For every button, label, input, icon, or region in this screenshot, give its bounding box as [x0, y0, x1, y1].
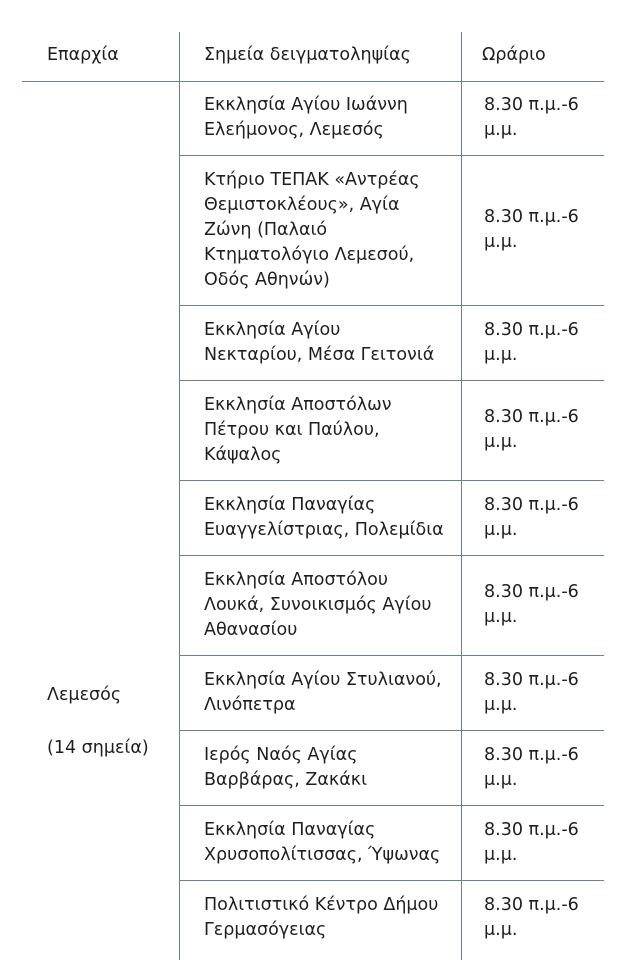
table-row — [180, 806, 604, 881]
opening-hours — [484, 93, 599, 143]
opening-hours — [484, 405, 599, 455]
sampling-location — [204, 393, 464, 468]
location-line: Εκκλησία Αγίου — [204, 320, 341, 340]
location-line: Αθανασίου — [204, 620, 298, 640]
location-line: Ιερός Ναός Αγίας — [204, 745, 358, 765]
table-row — [180, 881, 604, 955]
hours-line: 8.30 π.μ.-6 — [484, 407, 579, 427]
hours-line: μ.μ. — [484, 607, 518, 627]
table-row — [180, 156, 604, 306]
hours-line: μ.μ. — [484, 770, 518, 790]
location-line: Γερμασόγειας — [204, 920, 327, 940]
hours-line: μ.μ. — [484, 432, 518, 452]
location-line: Λουκά, Συνοικισμός Αγίου — [204, 595, 432, 615]
location-line: Κάψαλος — [204, 445, 282, 465]
sampling-location — [204, 743, 464, 793]
location-line: Βαρβάρας, Ζακάκι — [204, 770, 368, 790]
location-line: Χρυσοπολίτισσας, Ύψωνας — [204, 845, 441, 865]
table-row — [180, 731, 604, 806]
opening-hours — [484, 580, 599, 630]
table-row — [180, 656, 604, 731]
sampling-location — [204, 893, 464, 943]
location-line: Εκκλησία Αποστόλων — [204, 395, 392, 415]
table-row — [180, 81, 604, 156]
hours-line: 8.30 π.μ.-6 — [484, 495, 579, 515]
region-cell — [22, 81, 179, 960]
location-line: Ζώνη (Παλαιό — [204, 220, 328, 240]
region-name: Λεμεσός — [47, 685, 122, 705]
location-line: Εκκλησία Αγίου Ιωάννη — [204, 95, 408, 115]
hours-line: μ.μ. — [484, 120, 518, 140]
opening-hours — [484, 205, 599, 255]
opening-hours — [484, 318, 599, 368]
table-row — [180, 381, 604, 481]
location-line: Κτηματολόγιο Λεμεσού, — [204, 245, 415, 265]
sampling-location — [204, 93, 464, 143]
table-row — [180, 481, 604, 556]
hours-line: 8.30 π.μ.-6 — [484, 895, 579, 915]
hours-line: 8.30 π.μ.-6 — [484, 670, 579, 690]
hours-line: 8.30 π.μ.-6 — [484, 207, 579, 227]
hours-line: μ.μ. — [484, 920, 518, 940]
opening-hours — [484, 743, 599, 793]
hours-line: 8.30 π.μ.-6 — [484, 820, 579, 840]
hours-line: μ.μ. — [484, 345, 518, 365]
sampling-location — [204, 318, 464, 368]
table-row — [180, 306, 604, 381]
opening-hours — [484, 893, 599, 943]
header-sampling-points: Σημεία δειγματοληψίας — [204, 45, 411, 65]
hours-line: 8.30 π.μ.-6 — [484, 745, 579, 765]
table-header — [22, 32, 604, 82]
location-line: Πέτρου και Παύλου, — [204, 420, 380, 440]
hours-line: 8.30 π.μ.-6 — [484, 582, 579, 602]
location-line: Πολιτιστικό Κέντρο Δήμου — [204, 895, 439, 915]
opening-hours — [484, 818, 599, 868]
hours-line: 8.30 π.μ.-6 — [484, 95, 579, 115]
sampling-location — [204, 493, 464, 543]
sampling-location — [204, 168, 464, 293]
opening-hours — [484, 493, 599, 543]
location-line: Ευαγγελίστριας, Πολεμίδια — [204, 520, 444, 540]
location-line: Κτήριο ΤΕΠΑΚ «Αντρέας — [204, 170, 420, 190]
location-line: Νεκταρίου, Μέσα Γειτονιά — [204, 345, 435, 365]
hours-line: μ.μ. — [484, 520, 518, 540]
opening-hours — [484, 668, 599, 718]
location-line: Θεμιστοκλέους», Αγία — [204, 195, 400, 215]
hours-line: μ.μ. — [484, 845, 518, 865]
header-hours: Ωράριο — [482, 45, 546, 65]
region-point-count: (14 σημεία) — [47, 738, 149, 758]
header-region: Επαρχία — [47, 45, 119, 65]
location-line: Εκκλησία Αγίου Στυλιανού, — [204, 670, 442, 690]
location-line: Οδός Αθηνών) — [204, 270, 330, 290]
location-line: Ελεήμονος, Λεμεσός — [204, 120, 384, 140]
table-row — [180, 556, 604, 656]
hours-line: μ.μ. — [484, 232, 518, 252]
sampling-location — [204, 568, 464, 643]
location-line: Εκκλησία Αποστόλου — [204, 570, 388, 590]
hours-line: μ.μ. — [484, 695, 518, 715]
location-line: Εκκλησία Παναγίας — [204, 495, 376, 515]
location-line: Εκκλησία Παναγίας — [204, 820, 376, 840]
sampling-location — [204, 668, 464, 718]
sampling-location — [204, 818, 464, 868]
location-line: Λινόπετρα — [204, 695, 296, 715]
hours-line: 8.30 π.μ.-6 — [484, 320, 579, 340]
